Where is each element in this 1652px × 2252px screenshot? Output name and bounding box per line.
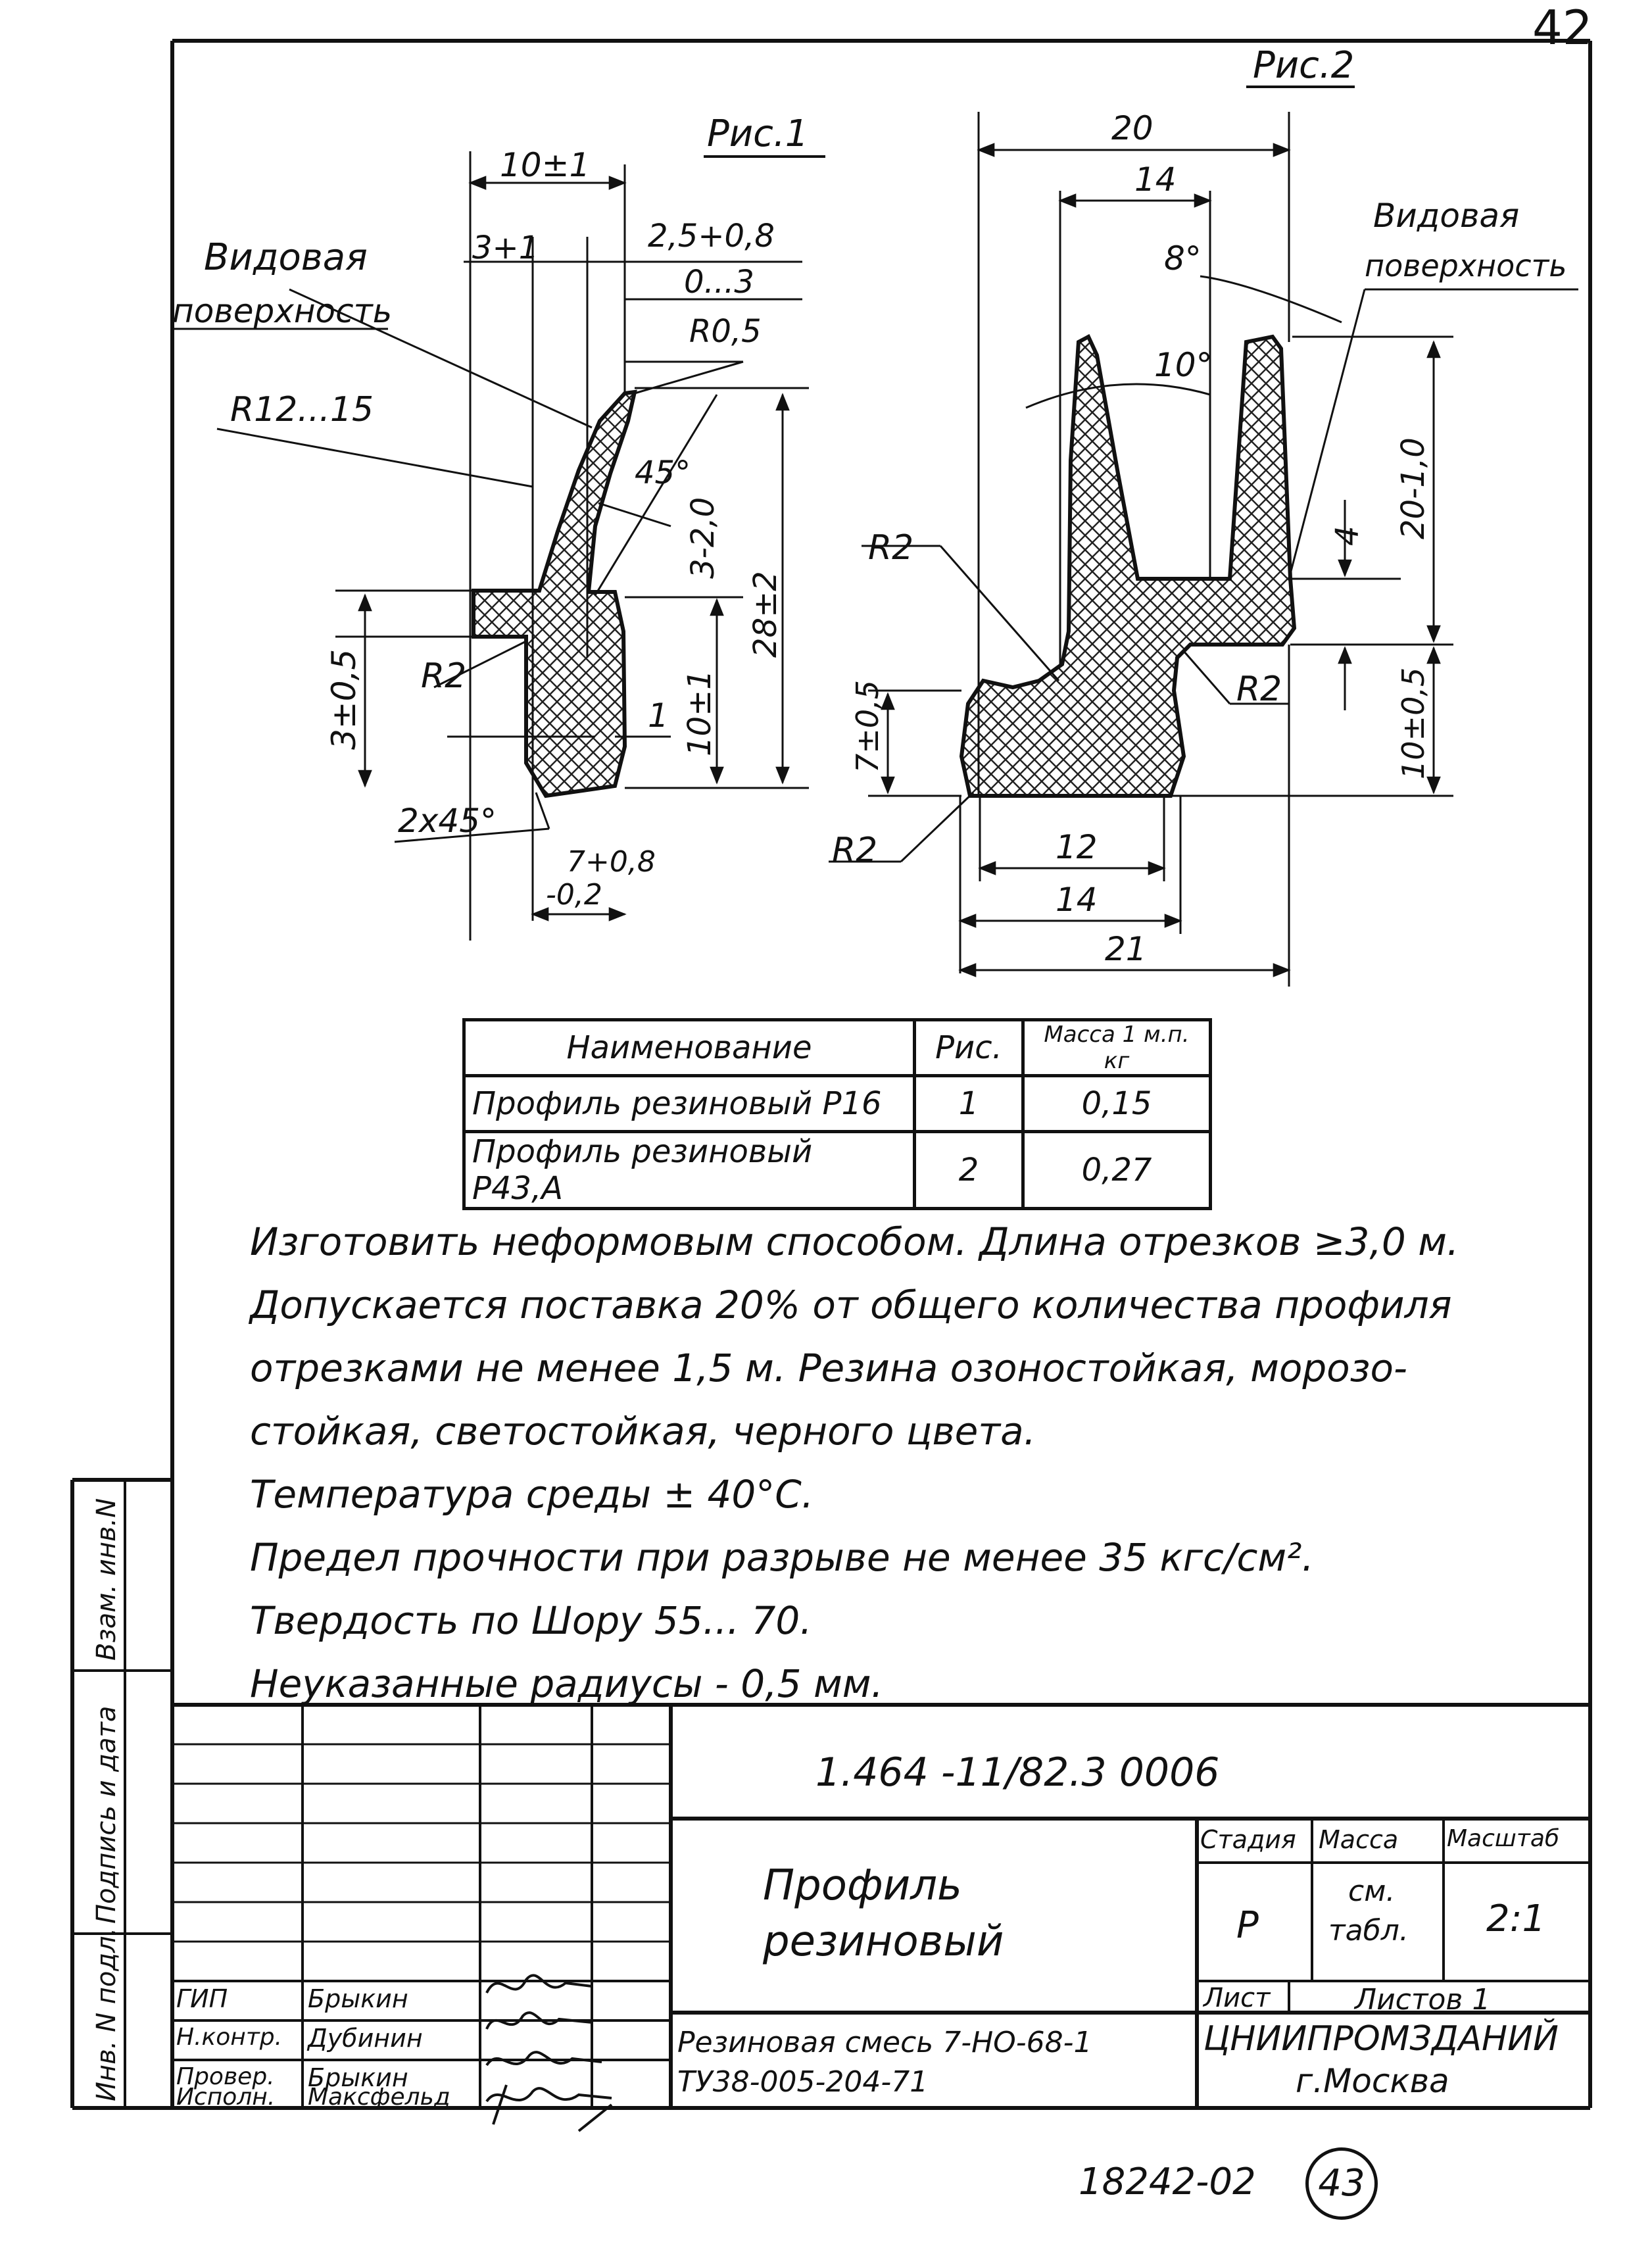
material-2: ТУ38-005-204-71 <box>677 2065 929 2099</box>
fig2-surface-label-2: поверхность <box>1365 248 1567 283</box>
fig1-dim-9: 28±2 <box>747 571 784 658</box>
signatures <box>480 1967 638 2138</box>
fig1-title: Рис.1 <box>707 112 809 155</box>
note-line: Неуказанные радиусы - 0,5 мм. <box>250 1661 883 1706</box>
fig2-dim-5: 20-1,0 <box>1395 437 1432 539</box>
mass-header: Масса <box>1319 1825 1399 1854</box>
fig2-dim-14: 21 <box>1105 930 1147 968</box>
fig1-dim-11: 3±0,5 <box>325 649 363 750</box>
fig2-dim-10: 7±0,5 <box>850 680 885 773</box>
sheets-label: Листов 1 <box>1355 1983 1491 2017</box>
fig1-profile <box>474 392 635 796</box>
fig2-dim-6: 4 <box>1329 526 1366 546</box>
figure-1 <box>172 112 825 941</box>
fig1-surface-label-1: Видовая <box>204 236 368 279</box>
spec-table <box>462 1018 1212 1210</box>
role-executor: Исполн. <box>176 2084 276 2111</box>
fig2-surface-label-1: Видовая <box>1373 197 1520 235</box>
fig1-dim-3: 2,5+0,8 <box>648 218 775 255</box>
fig2-dim-8: R2 <box>1236 670 1282 709</box>
fig1-dim-6: R12...15 <box>230 390 374 429</box>
fig1-dim-7: 45° <box>635 454 691 491</box>
product-name-2: резиновый <box>763 1917 1004 1966</box>
fig1-dim-16: -0,2 <box>546 878 602 912</box>
note-line: Температура среды ± 40°С. <box>250 1472 814 1517</box>
fig1-dim-10: R2 <box>421 656 467 696</box>
note-line: Твердость по Шору 55... 70. <box>250 1598 812 1643</box>
page-number: 42 <box>1532 0 1593 55</box>
spec-row-1-fig: 1 <box>915 1076 1023 1132</box>
fig1-dim-15: 7+0,8 <box>567 845 656 879</box>
name-checked: Брыкин <box>308 2063 408 2092</box>
fig2-dim-3: 8° <box>1164 239 1202 278</box>
name-gip: Брыкин <box>308 1984 408 2013</box>
fig2-profile <box>961 337 1294 796</box>
fig2-title: Рис.2 <box>1253 44 1355 87</box>
spec-header-name: Наименование <box>464 1020 915 1076</box>
fig1-dim-2: 3+1 <box>472 230 539 266</box>
note-line: стойкая, светостойкая, черного цвета. <box>250 1409 1036 1454</box>
fig2-dim-2: 14 <box>1134 160 1177 199</box>
fig1-dim-12: 1 <box>648 697 669 735</box>
fig2-dim-4: 10° <box>1154 346 1213 384</box>
spec-row-2-name: Профиль резиновый Р43,А <box>464 1132 915 1209</box>
note-line: Допускается поставка 20% от общего количества профиля <box>250 1283 1452 1327</box>
technical-notes <box>250 1210 1565 1715</box>
name-ncontrol: Дубинин <box>308 2024 423 2053</box>
role-ncontrol: Н.контр. <box>176 2024 283 2051</box>
note-line: отрезками не менее 1,5 м. Резина озоностойкая, морозо- <box>250 1346 1407 1390</box>
organization-name: ЦНИИПРОМЗДАНИЙ <box>1203 2019 1559 2059</box>
document-code: 1.464 -11/82.3 0006 <box>815 1750 1220 1796</box>
stage-header: Стадия <box>1200 1825 1296 1854</box>
fig2-dim-12: 12 <box>1056 828 1098 866</box>
side-label-inv: Инв. N подл. <box>91 1927 122 2101</box>
material-1: Резиновая смесь 7-НО-68-1 <box>677 2026 1092 2059</box>
product-name-1: Профиль <box>763 1861 962 1910</box>
scale-value: 2:1 <box>1486 1897 1546 1940</box>
note-line: Изготовить неформовым способом. Длина отрезков ≥3,0 м. <box>250 1219 1459 1264</box>
fig2-dim-9: R2 <box>832 831 878 870</box>
fig1-dim-4: 0...3 <box>684 264 754 301</box>
fig2-dim-11: 10±0,5 <box>1396 667 1431 779</box>
mass-value-2: табл. <box>1328 1914 1409 1947</box>
sheet-label: Лист <box>1203 1983 1271 2013</box>
fig1-dim-8: 3-2,0 <box>685 497 721 579</box>
stage-value: Р <box>1236 1904 1259 1947</box>
figure-2 <box>829 44 1578 987</box>
fig1-dim-14: 2х45° <box>398 802 497 840</box>
spec-row-1-mass: 0,15 <box>1023 1076 1211 1132</box>
footer-circled-number: 43 <box>1305 2147 1378 2220</box>
spec-row-2-fig: 2 <box>915 1132 1023 1209</box>
fig1-surface-label-2: поверхность <box>172 292 393 330</box>
fig1-dim-1: 10±1 <box>500 146 591 184</box>
fig2-dim-7: R2 <box>868 528 914 568</box>
scale-header: Масштаб <box>1447 1825 1560 1852</box>
fig1-dim-5: R0,5 <box>689 313 762 350</box>
spec-header-mass: Масса 1 м.п. кг <box>1023 1020 1211 1076</box>
fig1-dim-13: 10±1 <box>681 670 718 756</box>
spec-row-1-name: Профиль резиновый Р16 <box>464 1076 915 1132</box>
mass-value-1: см. <box>1348 1874 1396 1908</box>
note-line: Предел прочности при разрыве не менее 35 кгс/см². <box>250 1535 1314 1580</box>
spec-row-2-mass: 0,27 <box>1023 1132 1211 1209</box>
role-gip: ГИП <box>176 1984 228 2013</box>
side-label-replace: Взам. инв.N <box>91 1498 122 1661</box>
footer-number: 18242-02 <box>1079 2161 1256 2203</box>
organization-city: г.Москва <box>1296 2062 1449 2100</box>
name-executor: Максфельд <box>308 2084 450 2111</box>
role-checked: Провер. <box>176 2063 275 2090</box>
side-label-sign: Подпись и дата <box>91 1705 122 1924</box>
fig2-dim-13: 14 <box>1056 881 1098 919</box>
spec-header-fig: Рис. <box>915 1020 1023 1076</box>
fig2-dim-1: 20 <box>1111 109 1154 147</box>
